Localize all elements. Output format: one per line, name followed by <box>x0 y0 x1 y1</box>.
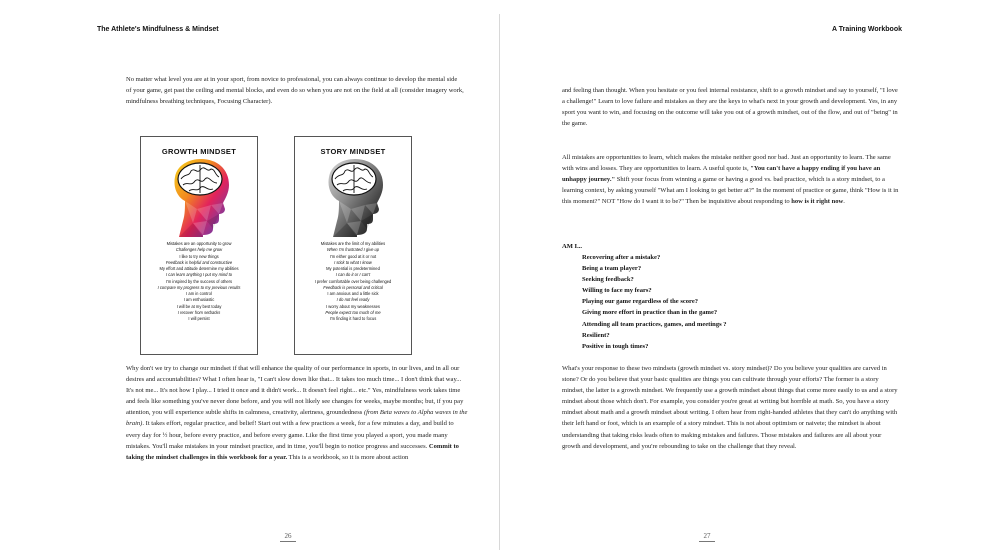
running-head-right: A Training Workbook <box>831 26 902 33</box>
mindset-list-item: I will persist <box>188 316 210 321</box>
mindset-list-item: I'm inspired by the success of others <box>165 278 233 284</box>
growth-mindset-list <box>143 241 255 322</box>
paragraph: No matter what level you are at in your sport, from novice to professional, you can always continue to develop the mental side of your game, get past the ceiling and mental blocks, and even do so when you are not on the field at all (consider imagery work, mindfulness breathing techniques, Focusing Character). <box>126 76 464 106</box>
text-run: . <box>843 198 845 206</box>
mindset-list-item: My effort and attitude determine my abilities <box>159 266 239 271</box>
running-head-left: The Athlete's Mindfulness & Mindset <box>97 26 219 33</box>
mindset-list-item: Challenges help me grow <box>175 247 223 253</box>
mindset-list-item: I'm finding it hard to focus <box>329 316 377 321</box>
page-number-right: 27 <box>699 532 715 542</box>
text-run: All mistakes are opportunities to learn, which makes the mistake neither good nor bad. Just an opportunity to learn. The same with wins and losses. They are opportunities to learn. A useful quote is, <box>562 154 891 173</box>
am-i-item: Attending all team practices, games, and meetings ? <box>582 320 727 328</box>
am-i-item: Giving more effort in practice than in the game? <box>582 309 718 317</box>
mindset-list-item: I recover from setbacks <box>177 309 221 315</box>
mindset-list-item: I worry about my weaknesses <box>326 303 380 309</box>
mindset-list-item: I can do it or I can't <box>335 272 371 278</box>
am-i-item: Recovering after a mistake? <box>582 254 661 261</box>
mindset-list-item: Feedback is personal and critical <box>323 284 383 290</box>
mindset-list-item: I will be at my best today <box>176 303 222 309</box>
bold-quote: "You can't have a happy ending if you have an unhappy journey." <box>562 165 881 184</box>
story-mindset-card <box>294 136 412 355</box>
right-page <box>500 14 915 550</box>
mindset-list-item: I am anxious and a little sick <box>327 291 379 296</box>
left-main-paragraph <box>126 363 468 463</box>
mindset-list-item: I'm either good at it or not <box>329 253 377 259</box>
story-card-title: STORY MINDSET <box>320 147 386 156</box>
story-mindset-list <box>297 241 409 322</box>
am-i-list <box>582 252 727 352</box>
bold-text: how is it right now <box>791 198 844 206</box>
mindset-list-item: People expect too much of me <box>325 309 381 315</box>
paragraph <box>562 152 900 207</box>
paragraph: What's your response to these two mindsets (growth mindset vs. story mindset)? Do you believe your qualities are carved in stone? Or do you believe that your basic qualities are things you can cultivate through your efforts? The former is a story mindset, the latter is a growth mindset. We frequently use a growth mindset about things that come more easily to us and a story mindset about those which don't. For example, you consider you're great at writing but horrible at math. So, you have a story mindset about math and a growth mindset about writing. I often hear from right-handed athletes that they can't do anything with their left hand or foot, which is an example of a story mindset. This is not about optimism or naivete; the mindset is about understanding that taking risks leads often to making mistakes and failures. Those mistakes and failures are all about your growth and development, and you're rebounding to take on the challenge that they reveal. <box>562 365 898 450</box>
paragraph: and feeling than thought. When you hesitate or you feel internal resistance, shift to a growth mindset and say to yourself, "I love a challenge!" Learn to love failure and mistakes as they are the keys to what's next in your growth and development. Yes, in any sport you want to win, and focusing on the outcome will take you out of a growth mindset, out of the flow, and out of "being" in the game. <box>562 87 898 128</box>
mindset-list-item: I prefer comfortable over being challenged <box>314 278 392 284</box>
am-i-item: Seeking feedback? <box>582 276 634 284</box>
mindset-list-item: Feedback is helpful and constructive <box>165 259 233 265</box>
right-paragraph-2 <box>562 152 900 207</box>
mindset-list-item: I compare my progress to my previous results <box>157 284 241 290</box>
growth-mindset-card <box>140 136 258 355</box>
growth-card-title: GROWTH MINDSET <box>161 147 237 156</box>
am-i-item: Resilient? <box>582 331 610 339</box>
left-page <box>84 14 500 550</box>
mindset-list-item: Mistakes are an opportunity to grow <box>166 241 232 246</box>
left-intro-paragraph <box>126 74 464 107</box>
text-run: This is a workbook, so it is more about action <box>287 453 409 461</box>
page-number-left: 26 <box>280 532 296 542</box>
mindset-list-item: I stick to what I know <box>334 259 372 265</box>
mindset-list-item: My potential is predetermined <box>326 266 380 271</box>
am-i-item: Playing our game regardless of the score? <box>582 298 699 306</box>
paragraph <box>126 363 468 463</box>
right-paragraph-1 <box>562 85 900 129</box>
mindset-list-item: When I'm frustrated I give up <box>326 247 380 253</box>
bold-text: Commit to taking the mindset challenges in this workbook for a year. <box>126 442 459 461</box>
grayscale-head-brain-icon <box>317 157 391 237</box>
colorful-head-brain-icon <box>163 157 237 237</box>
am-i-item: Positive in tough times? <box>582 342 649 350</box>
mindset-list-item: I do not feel ready <box>336 297 370 303</box>
mindset-list-item: I am enthusiastic <box>183 297 215 303</box>
am-i-heading: AM I... <box>562 243 583 250</box>
mindset-list-item: Mistakes are the limit of my abilities <box>320 241 386 246</box>
am-i-item: Being a team player? <box>582 265 642 273</box>
text-run: . It takes effort, regular practice, and belief! Start out with a few practices a week, for a few minutes a day, and build to every day for ½ hour, before every practice, and before every game. Like the first time you played a sport, you made many mistakes. You'll make mistakes in your mindset practice, and in time, you'll begin to notice progress and successes. <box>126 420 454 450</box>
am-i-item: Willing to face my fears? <box>582 287 652 295</box>
right-paragraph-3 <box>562 363 900 452</box>
text-run: Why don't we try to change our mindset if that will enhance the quality of our performance in sports, in our lives, and in all our desires and accountabilities? What I often hear is, "I can't slow down like that... It takes too much time... I don't think that way... It's not me... It's not how I play... I tried it once and it didn't work... It doesn't feel right... etc." Yes, mindfulness work takes time and feels like something you've never done before, and you will not likely see changes for weeks, maybe months; but, if you pay attention, you will experience subtle shifts in calmness, creativity, alertness, groundedness <box>126 365 464 417</box>
mindset-list-item: I like to try new things <box>179 253 219 259</box>
mindset-list-item: I can learn anything I put my mind to <box>166 272 232 278</box>
text-run: Shift your focus from winning a game or having a good vs. bad practice, which is a story mindset, to a learning context, by asking yourself "What am I looking to get better at?" In the moment of practice or game, think "How is it in this moment?" NOT "How do I want it to be?" Then be inquisitive about responding to <box>562 176 899 206</box>
mindset-list-item: I am in control <box>186 291 212 296</box>
book-spread <box>84 14 916 550</box>
italic-text: (from Beta waves to Alpha waves in the brain) <box>126 409 468 428</box>
